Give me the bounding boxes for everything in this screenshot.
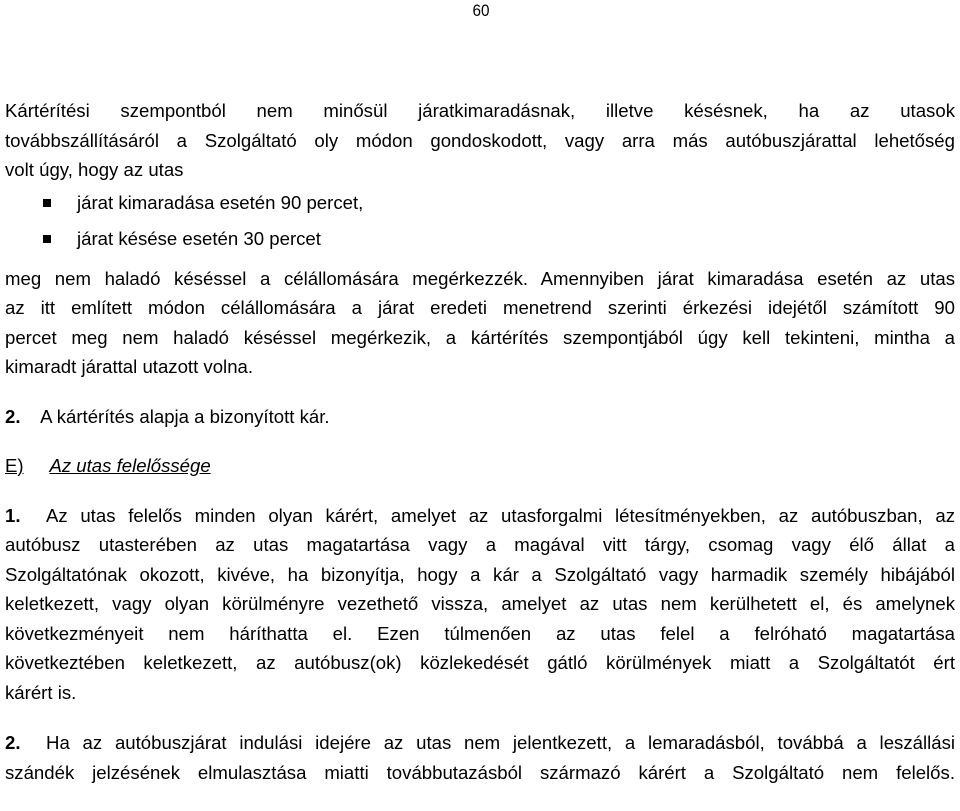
square-bullet-icon [43, 199, 51, 207]
list-item-text: járat kimaradása esetén 90 percet, [77, 191, 364, 213]
document-body [5, 96, 955, 787]
paragraph-line: autóbusz utasterében az utas magatartása vagy a magával vitt tárgy, csomag vagy élő állat a [5, 534, 955, 555]
section-heading [5, 451, 955, 481]
paragraph-line: az itt említett módon célállomására a járat eredeti menetrend szerinti érkezési idejétől számított 90 [5, 297, 955, 318]
paragraph-line [5, 501, 955, 531]
intro-paragraph [5, 96, 955, 185]
paragraph-line [5, 728, 955, 758]
intro-line: volt úgy, hogy az utas [5, 159, 184, 180]
intro-line: Kártérítési szempontból nem minősül járatkimaradásnak, illetve késésnek, ha az utasok [5, 100, 955, 121]
paragraph-line: szándék jelzésének elmulasztása miatti továbbutazásból származó kárért a Szolgáltató nem felelős. [5, 761, 955, 783]
point-number: 2. [5, 405, 21, 427]
paragraph-line: következményeit nem háríthatta el. Ezen túlmenően az utas felel a felróható magatartása [5, 622, 955, 644]
bullet-list [5, 185, 955, 257]
list-item-text: járat késése esetén 30 percet [77, 227, 321, 249]
point-2 [5, 402, 955, 432]
paragraph-text: Ha az autóbuszjárat indulási idejére az utas nem jelentkezett, a lemaradásból, továbbá a leszállási [46, 732, 955, 753]
point-number: 1. [5, 504, 21, 526]
section-e-point-2 [5, 728, 955, 787]
square-bullet-icon [43, 235, 51, 243]
continuation-paragraph [5, 264, 955, 382]
paragraph-line: kárért is. [5, 681, 77, 703]
section-title: Az utas felelőssége [49, 455, 211, 476]
list-item [5, 221, 955, 257]
section-e-point-1 [5, 501, 955, 708]
section-letter: E) [5, 455, 24, 476]
page-number: 60 [472, 1, 490, 20]
paragraph-line: Szolgáltatónak okozott, kivéve, ha bizonyítja, hogy a kár a Szolgáltató vagy harmadik személy hibájából [5, 563, 955, 585]
paragraph-line: kimaradt járattal utazott volna. [5, 356, 254, 377]
paragraph-line: meg nem haladó késéssel a célállomására megérkezzék. Amennyiben járat kimaradása esetén az utas [5, 267, 955, 289]
intro-line: továbbszállításáról a Szolgáltató oly módon gondoskodott, vagy arra más autóbuszjárattal lehetőség [5, 129, 955, 151]
paragraph-line: keletkezett, vagy olyan körülményre vezethető vissza, amelyet az utas nem kerülhetett el, és amelynek [5, 593, 955, 614]
paragraph-line: percet meg nem haladó késéssel megérkezik, a kártérítés szempontjából úgy kell tekinteni, mintha a [5, 326, 955, 348]
paragraph-line: következtében keletkezett, az autóbusz(ok) közlekedését gátló körülmények miatt a Szolgáltatót ért [5, 652, 955, 673]
paragraph-text: Az utas felelős minden olyan kárért, amelyet az utasforgalmi létesítményekben, az autóbuszban, az [45, 504, 955, 526]
point-number: 2. [5, 732, 21, 753]
list-item [5, 185, 955, 221]
point-text: A kártérítés alapja a bizonyított kár. [40, 405, 330, 427]
